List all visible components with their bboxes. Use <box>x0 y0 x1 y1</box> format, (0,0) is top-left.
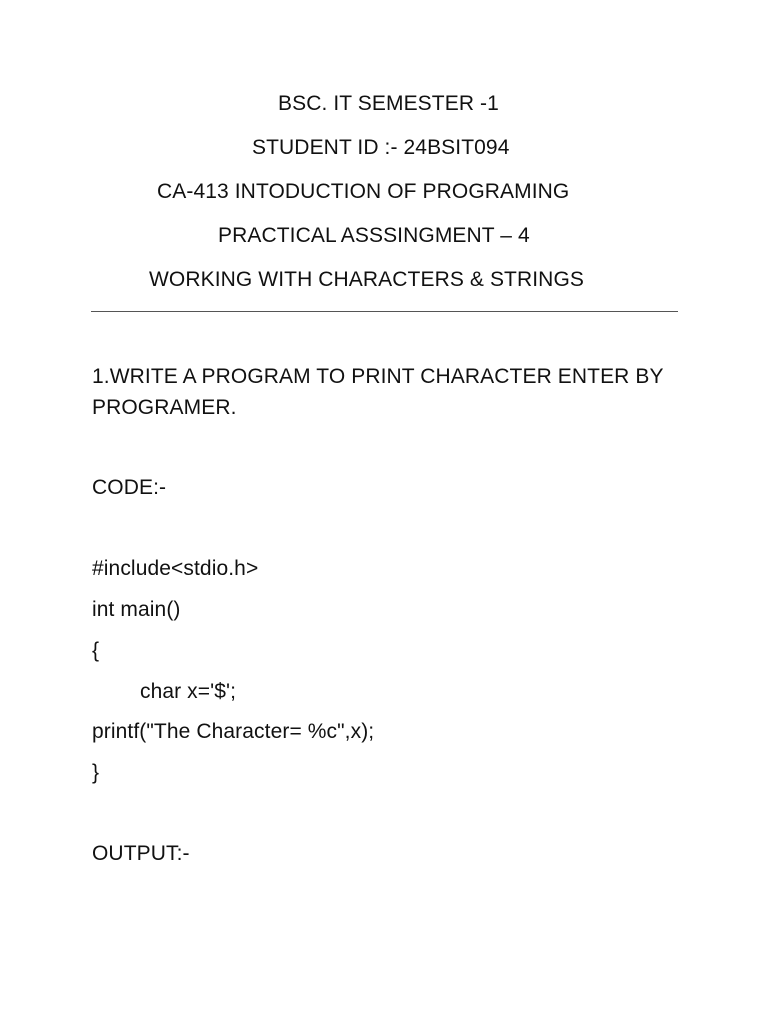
code-line: char x='$'; <box>140 680 237 703</box>
header-student-id: STUDENT ID :- 24BSIT094 <box>252 136 510 159</box>
header-divider <box>91 311 678 312</box>
code-line: int main() <box>92 598 181 621</box>
code-line: { <box>92 639 100 662</box>
question-line-1: 1.WRITE A PROGRAM TO PRINT CHARACTER ENTER BY <box>92 365 664 388</box>
question-line-2: PROGRAMER. <box>92 396 237 419</box>
header-semester: BSC. IT SEMESTER -1 <box>278 92 499 115</box>
code-line: } <box>92 761 100 784</box>
code-label: CODE:- <box>92 476 167 499</box>
code-line: #include<stdio.h> <box>92 557 259 580</box>
header-course: CA-413 INTODUCTION OF PROGRAMING <box>157 180 570 203</box>
header-topic: WORKING WITH CHARACTERS & STRINGS <box>149 268 584 291</box>
code-line: printf("The Character= %c",x); <box>92 720 375 743</box>
header-assignment: PRACTICAL ASSSINGMENT – 4 <box>218 224 530 247</box>
output-label: OUTPUT:- <box>92 842 190 865</box>
